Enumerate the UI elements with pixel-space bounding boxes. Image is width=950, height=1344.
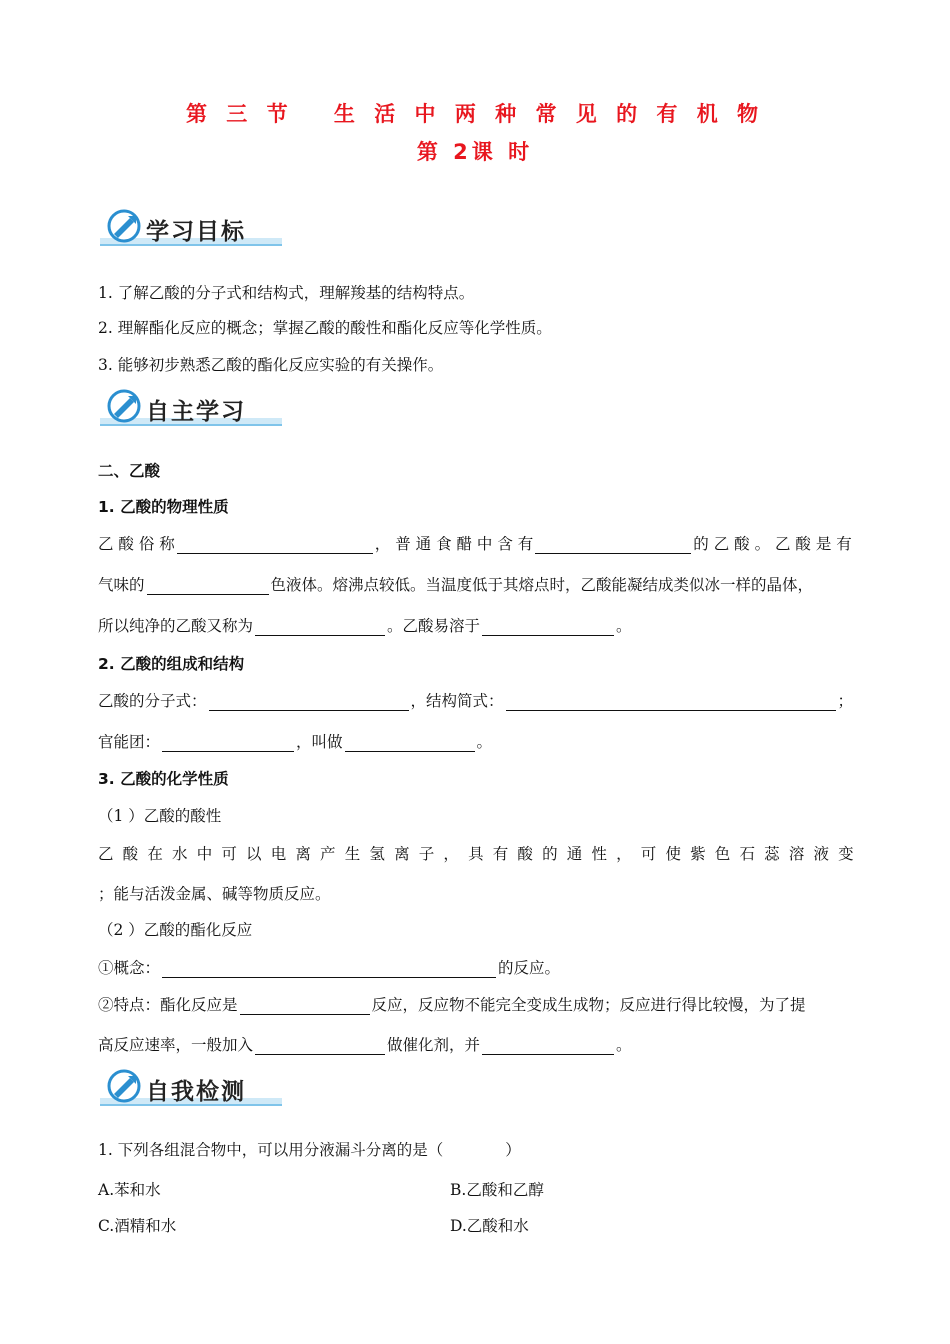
page-title: 第 三 节 生 活 中 两 种 常 见 的 有 机 物 [185,102,765,126]
text-fragment: 反应，反应物不能完全变成生成物；反应进行得比较慢，为了提 [371,996,806,1014]
text-line [98,732,862,752]
text-line [98,616,862,636]
text-fragment: 。 [616,1036,632,1054]
text-line [98,995,862,1015]
text-char: 具 [468,845,484,863]
text-fragment: 色液体。熔沸点较低。当温度低于其熔点时，乙酸能凝结成类似冰一样的晶体， [270,576,814,594]
subsection-heading: 1. 乙酸的物理性质 [98,498,229,516]
text-fragment: 乙 酸 俗 称 [98,535,175,553]
option-c[interactable]: C.酒精和水 [98,1217,177,1235]
text-char: 可 [640,845,657,863]
fill-blank[interactable] [255,617,385,636]
text-fragment: 官能团： [98,733,161,751]
text-char: 酸 [122,845,139,863]
fill-blank[interactable] [345,733,475,752]
text-char: 中 [196,845,213,863]
section-banner-self-study [100,388,282,428]
text-char: 使 [665,845,681,863]
section-title: 自我检测 [146,1079,246,1105]
fill-blank[interactable] [147,576,269,595]
text-char: 在 [147,845,163,863]
text-fragment: 气味的 [98,576,145,594]
text-line [98,691,862,711]
section-title: 学习目标 [146,219,246,245]
fill-blank[interactable] [162,733,294,752]
text-char: 子 [418,845,435,863]
question-text: 1. 下列各组混合物中，可以用分液漏斗分离的是（ ） [98,1141,521,1159]
goal-item: 3. 能够初步熟悉乙酸的酯化反应实验的有关操作。 [98,356,444,374]
subsection-heading: 二、乙酸 [98,462,161,480]
text-char: 有 [492,845,509,863]
text-line-justified [98,844,854,864]
text-line [98,958,862,978]
text-char: 石 [739,845,755,863]
fill-blank[interactable] [162,959,496,978]
section-banner-goals [100,208,282,248]
text-line [98,575,862,595]
text-char: 以 [246,845,262,863]
text-fragment: 做催化剂，并 [387,1036,481,1054]
text-char: 水 [172,845,188,863]
text-fragment: 。 [476,733,493,751]
text-fragment: ； [837,692,854,710]
text-char: 性 [591,845,607,863]
text-char: 酸 [517,845,533,863]
fill-blank[interactable] [177,535,373,554]
text-char: 氢 [369,845,385,863]
fill-blank[interactable] [482,1036,614,1055]
text-char: 的 [542,845,558,863]
option-d[interactable]: D.乙酸和水 [450,1217,529,1235]
page-subtitle: 第 2课 时 [416,140,534,164]
fill-blank[interactable] [506,692,836,711]
text-char: ， [616,845,632,863]
text-fragment: 的反应。 [498,959,561,977]
fill-blank[interactable] [535,535,691,554]
question-heading: （1 ）乙酸的酸性 [98,807,222,825]
goal-item: 2. 理解酯化反应的概念；掌握乙酸的酸性和酯化反应等化学性质。 [98,319,552,337]
text-fragment: 的 乙 酸 。 乙 酸 是 有 [693,535,852,553]
text-fragment: 高反应速率，一般加入 [98,1036,254,1054]
text-char: ， [443,845,459,863]
fill-blank[interactable] [240,996,370,1015]
section-title: 自主学习 [146,399,246,425]
text-fragment: 。 [616,617,632,635]
text-line [98,1035,862,1055]
text-char: 离 [295,845,311,863]
section-banner-self-check [100,1068,282,1108]
text-char: 液 [813,845,829,863]
text-fragment: ①概念： [98,959,161,977]
text-char: 通 [566,845,583,863]
text-line [98,534,862,554]
subsection-heading: 3. 乙酸的化学性质 [98,770,229,788]
subsection-heading: 2. 乙酸的组成和结构 [98,655,245,673]
text-line: ；能与活泼金属、碱等物质反应。 [98,885,331,903]
option-a[interactable]: A.苯和水 [98,1181,161,1199]
text-char: 蕊 [764,845,780,863]
text-fragment: ，叫做 [296,733,343,751]
text-char: 紫 [690,845,706,863]
text-fragment: ，结构简式： [410,692,504,710]
goal-item: 1. 了解乙酸的分子式和结构式，理解羧基的结构特点。 [98,284,475,302]
option-b[interactable]: B.乙酸和乙醇 [450,1181,544,1199]
text-char: 可 [221,845,237,863]
fill-blank[interactable] [255,1036,385,1055]
text-char: 电 [270,845,287,863]
text-char: 产 [320,845,336,863]
text-fragment: 。乙酸易溶于 [387,617,481,635]
text-char: 离 [394,845,410,863]
text-char: 生 [344,845,361,863]
text-char: 色 [714,845,731,863]
text-fragment: ， 普 通 食 醋 中 含 有 [374,535,534,553]
fill-blank[interactable] [209,692,409,711]
text-fragment: 所以纯净的乙酸又称为 [98,617,254,635]
text-char: 变 [838,845,854,863]
fill-blank[interactable] [482,617,614,636]
text-fragment: 乙酸的分子式： [98,692,207,710]
question-heading: （2 ）乙酸的酯化反应 [98,921,253,939]
text-fragment: ②特点：酯化反应是 [98,996,238,1014]
text-char: 乙 [98,845,114,863]
text-char: 溶 [788,845,805,863]
